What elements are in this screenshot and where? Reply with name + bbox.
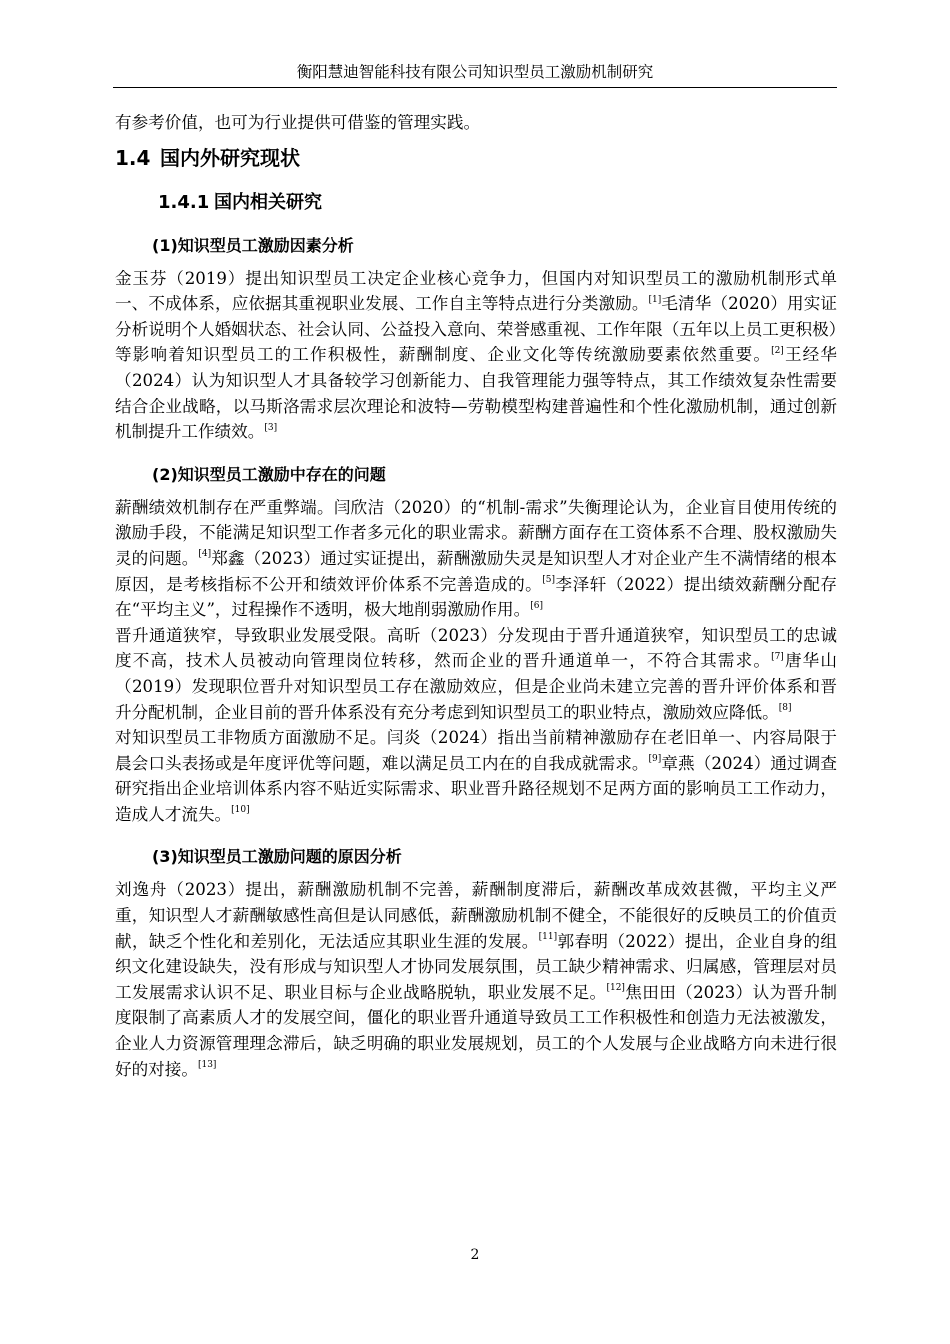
paragraph-text: 郑鑫（2023）通过实证提出，薪酬激励失灵是知识型人才对企业产生不满情绪的根本原因，是考核指标不公开和绩效评价体系不完善造成的。 bbox=[115, 548, 838, 594]
citation-ref: [6] bbox=[530, 600, 543, 611]
block-heading: (1)知识型员工激励因素分析 bbox=[152, 235, 354, 255]
section-heading bbox=[115, 136, 837, 180]
block-heading: (3)知识型员工激励问题的原因分析 bbox=[152, 847, 402, 867]
subsection-number: 1.4.1 bbox=[158, 191, 210, 213]
body-paragraph bbox=[115, 266, 837, 445]
paragraph-text: 章燕（2024）通过调查研究指出企业培训体系内容不贴近实际需求、职业晋升路径规划不足两方面的影响员工工作动力，造成人才流失。 bbox=[115, 753, 837, 824]
citation-ref: [9] bbox=[648, 754, 662, 765]
paragraph-text: 薪酬绩效机制存在严重弊端。闫欣洁（2020）的“机制-需求”失衡理论认为，企业盲目使用传统的激励手段，不能满足知识型工作者多元化的职业需求。薪酬方面存在工资体系不合理、股权激励失灵的问题。 bbox=[115, 497, 837, 568]
paragraph-text: 王经华（2024）认为知识型人才具备较学习创新能力、自我管理能力强等特点，其工作绩效复杂性需要结合企业战略，以马斯洛需求层次理论和波特—劳勒模型构建普遍性和个性化激励机制，通过创新机制提升工作绩效。 bbox=[115, 345, 838, 442]
citation-ref: [12] bbox=[606, 983, 625, 994]
paragraph-text: 唐华山（2019）发现职位晋升对知识型员工存在激励效应，但是企业尚未建立完善的晋升评价体系和晋升分配机制，企业目前的晋升体系没有充分考虑到知识型员工的职业特点，激励效应降低。 bbox=[115, 651, 838, 722]
paragraph-text: 晋升通道狭窄，导致职业发展受限。高昕（2023）分发现由于晋升通道狭窄，知识型员工的忠诚度不高，技术人员被动向管理岗位转移，然而企业的晋升通道单一，不符合其需求。 bbox=[115, 625, 837, 671]
paragraph-text: 刘逸舟（2023）提出，薪酬激励机制不完善，薪酬制度滞后，薪酬改革成效甚微，平均主义严重，知识型人才薪酬敏感性高但是认同感低，薪酬激励机制不健全，不能很好的反映员工的价值贡献，缺乏个性化和差别化，无法适应其职业生涯的发展。 bbox=[115, 880, 837, 951]
citation-ref: [1] bbox=[648, 294, 662, 305]
citation-ref: [13] bbox=[197, 1060, 217, 1071]
paragraph-text: 金玉芬（2019）提出知识型员工决定企业核心竞争力，但国内对知识型员工的激励机制形式单一、不成体系，应依据其重视职业发展、工作自主等特点进行分类激励。 bbox=[115, 268, 837, 314]
paragraph-text: 焦田田（2023）认为晋升制度限制了高素质人才的发展空间，僵化的职业晋升通道导致员工工作积极性和创造力无法被激发，企业人力资源管理理念滞后，缺乏明确的职业发展规划，员工的个人发展与企业战略方向未进行很好的对接。 bbox=[115, 982, 838, 1079]
section-number: 1.4 bbox=[115, 145, 151, 170]
paragraph-text: 李泽轩（2022）提出绩效薪酬分配存在“平均主义”，过程操作不透明，极大地削弱激励作用。 bbox=[115, 574, 838, 620]
citation-ref: [8] bbox=[778, 702, 792, 713]
citation-ref: [3] bbox=[264, 422, 278, 433]
citation-ref: [5] bbox=[542, 575, 556, 585]
paragraph-text: 毛清华（2020）用实证分析说明个人婚姻状态、社会认同、公益投入意向、荣誉感重视、工作年限（五年以上员工更积极）等影响着知识型员工的工作积极性，薪酬制度、企业文化等传统激励要素依然重要。 bbox=[115, 294, 837, 365]
paragraph-text: 郭春明（2022）提出，企业自身的组织文化建设缺失，没有形成与知识型人才协同发展氛围，员工缺少精神需求、归属感，管理层对员工发展需求认识不足、职业目标与企业战略脱轨，职业发展不足。 bbox=[115, 931, 837, 1002]
subsection-title: 国内相关研究 bbox=[214, 191, 322, 213]
body-paragraph bbox=[115, 725, 837, 827]
section-title: 国内外研究现状 bbox=[160, 145, 300, 170]
running-header: 衡阳慧迪智能科技有限公司知识型员工激励机制研究 bbox=[113, 62, 837, 88]
citation-ref: [2] bbox=[771, 345, 784, 356]
citation-ref: [11] bbox=[538, 932, 558, 943]
intro-paragraph: 有参考价值，也可为行业提供可借鉴的管理实践。 bbox=[115, 113, 481, 132]
citation-ref: [10] bbox=[231, 805, 250, 816]
block-heading: (2)知识型员工激励中存在的问题 bbox=[152, 464, 386, 484]
citation-ref: [4] bbox=[198, 549, 212, 560]
body-paragraph bbox=[115, 623, 837, 725]
citation-ref: [7] bbox=[771, 651, 784, 662]
page-content bbox=[115, 110, 837, 1082]
research-blocks bbox=[115, 226, 837, 1083]
body-paragraph bbox=[115, 877, 837, 1082]
body-paragraph bbox=[115, 495, 837, 623]
page-number: 2 bbox=[470, 1247, 480, 1263]
paragraph-text: 对知识型员工非物质方面激励不足。闫炎（2024）指出当前精神激励存在老旧单一、内容局限于晨会口头表扬或是年度评优等问题，难以满足员工内在的自我成就需求。 bbox=[115, 728, 837, 773]
subsection-heading bbox=[115, 180, 837, 226]
